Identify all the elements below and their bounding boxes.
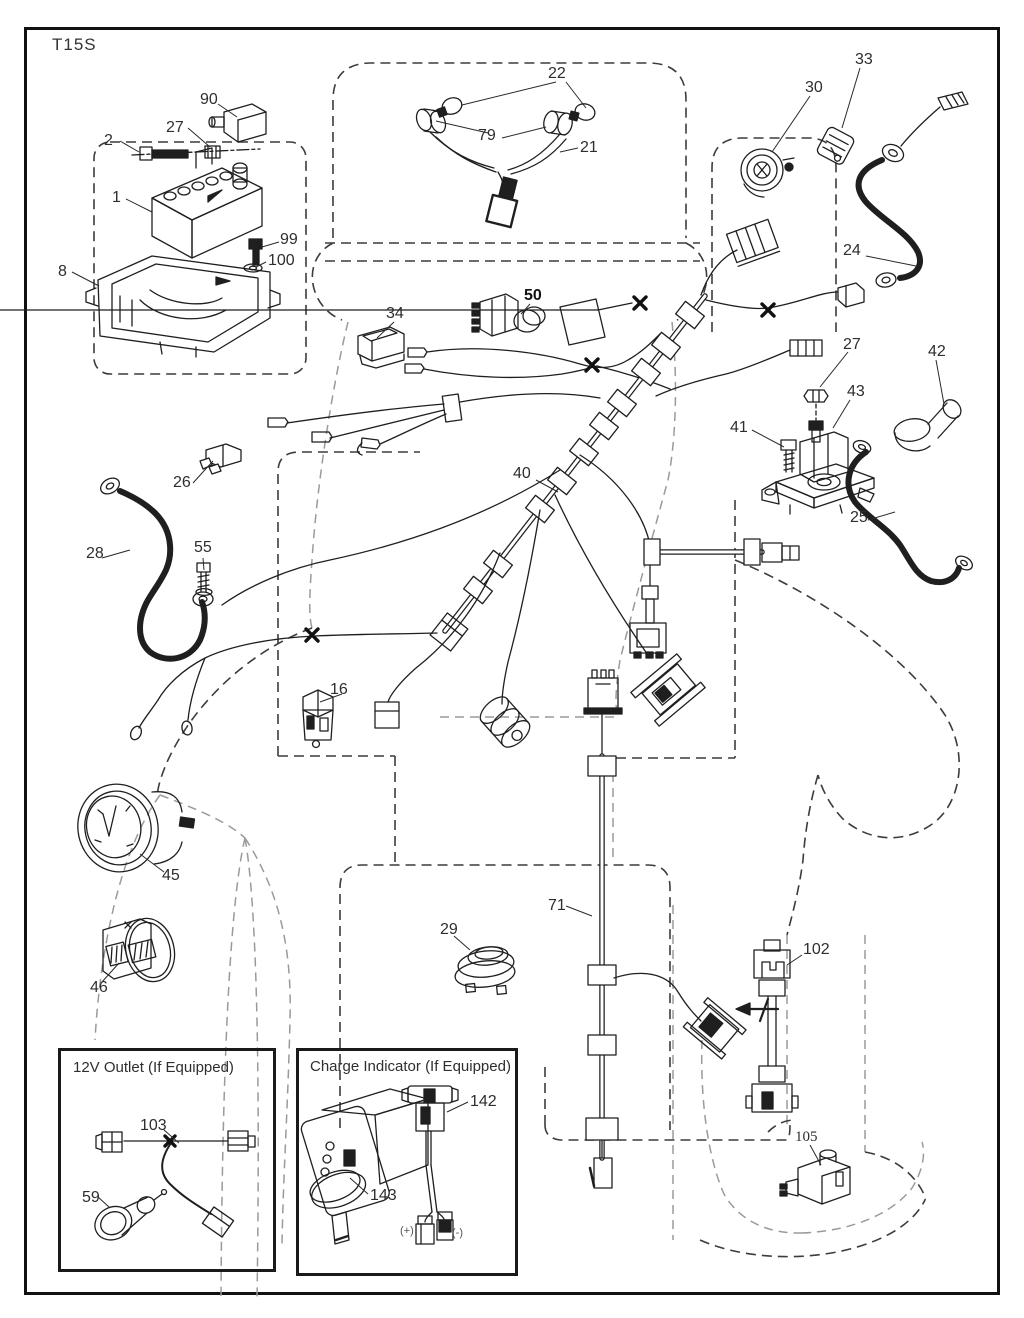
battery-illustration — [152, 148, 262, 258]
part-label-105: 105 — [795, 1129, 818, 1145]
seat-harness — [584, 670, 746, 1188]
part-label-143: 143 — [370, 1187, 397, 1204]
ignition-switch — [741, 149, 794, 197]
hour-meter-adapter-90 — [209, 104, 266, 142]
part-label-1: 1 — [112, 189, 121, 206]
part-label-41: 41 — [730, 419, 748, 436]
part-label-2: 2 — [104, 132, 113, 149]
part-label-59: 59 — [82, 1189, 100, 1206]
part-label-43: 43 — [847, 383, 865, 400]
part-label-33: 33 — [855, 51, 873, 68]
part-label-90: 90 — [200, 91, 218, 108]
outlet-inset-box — [58, 1048, 276, 1272]
negative-terminal-label: (-) — [452, 1227, 463, 1239]
terminal-boot — [892, 396, 964, 451]
part-label-21: 21 — [580, 139, 598, 156]
fuel-gauge — [70, 777, 195, 880]
battery-tray-illustration — [86, 256, 280, 357]
part-label-24: 24 — [843, 242, 861, 259]
hour-meter — [103, 913, 181, 987]
rubber-cap — [454, 945, 516, 994]
terminal-bolt-99-100 — [244, 239, 262, 272]
part-label-103: 103 — [140, 1117, 167, 1134]
part-label-142: 142 — [470, 1093, 497, 1110]
part-label-29: 29 — [440, 921, 458, 938]
diagram-title: T15S — [52, 35, 97, 54]
part-label-30: 30 — [805, 79, 823, 96]
part-label-26: 26 — [173, 474, 191, 491]
part-label-45: 45 — [162, 867, 180, 884]
fuse — [200, 444, 241, 474]
part-label-55: 55 — [194, 539, 212, 556]
part-label-16: 16 — [330, 681, 348, 698]
part-label-99: 99 — [280, 231, 298, 248]
part-label-50: 50 — [524, 287, 542, 304]
battery-cable-positive — [859, 92, 968, 289]
part-label-79: 79 — [478, 127, 496, 144]
part-label-8: 8 — [58, 263, 67, 280]
part-label-40: 40 — [513, 465, 531, 482]
part-label-25: 25 — [850, 509, 868, 526]
ground-cable — [98, 475, 213, 659]
part-label-22: 22 — [548, 65, 566, 82]
connector-extension — [736, 940, 798, 1112]
part-label-27-battery: 27 — [166, 119, 184, 136]
branch-wires — [405, 334, 670, 389]
outlet-inset-title: 12V Outlet (If Equipped) — [73, 1059, 234, 1076]
charge-inset-title: Charge Indicator (If Equipped) — [310, 1058, 511, 1075]
positive-terminal-label: (+) — [400, 1225, 414, 1237]
ignition-key — [816, 126, 856, 166]
charge-inset-box — [296, 1048, 518, 1276]
part-label-28: 28 — [86, 545, 104, 562]
switch-34 — [358, 327, 404, 368]
part-label-27-solenoid: 27 — [843, 336, 861, 353]
part-label-46: 46 — [90, 979, 108, 996]
part-label-102: 102 — [803, 941, 830, 958]
part-label-100: 100 — [268, 252, 295, 269]
part-label-71: 71 — [548, 897, 566, 914]
part-label-34: 34 — [386, 305, 404, 322]
part-label-42: 42 — [928, 343, 946, 360]
main-harness — [129, 219, 864, 752]
fuel-solenoid — [780, 1150, 850, 1204]
headlight-harness — [414, 95, 597, 227]
